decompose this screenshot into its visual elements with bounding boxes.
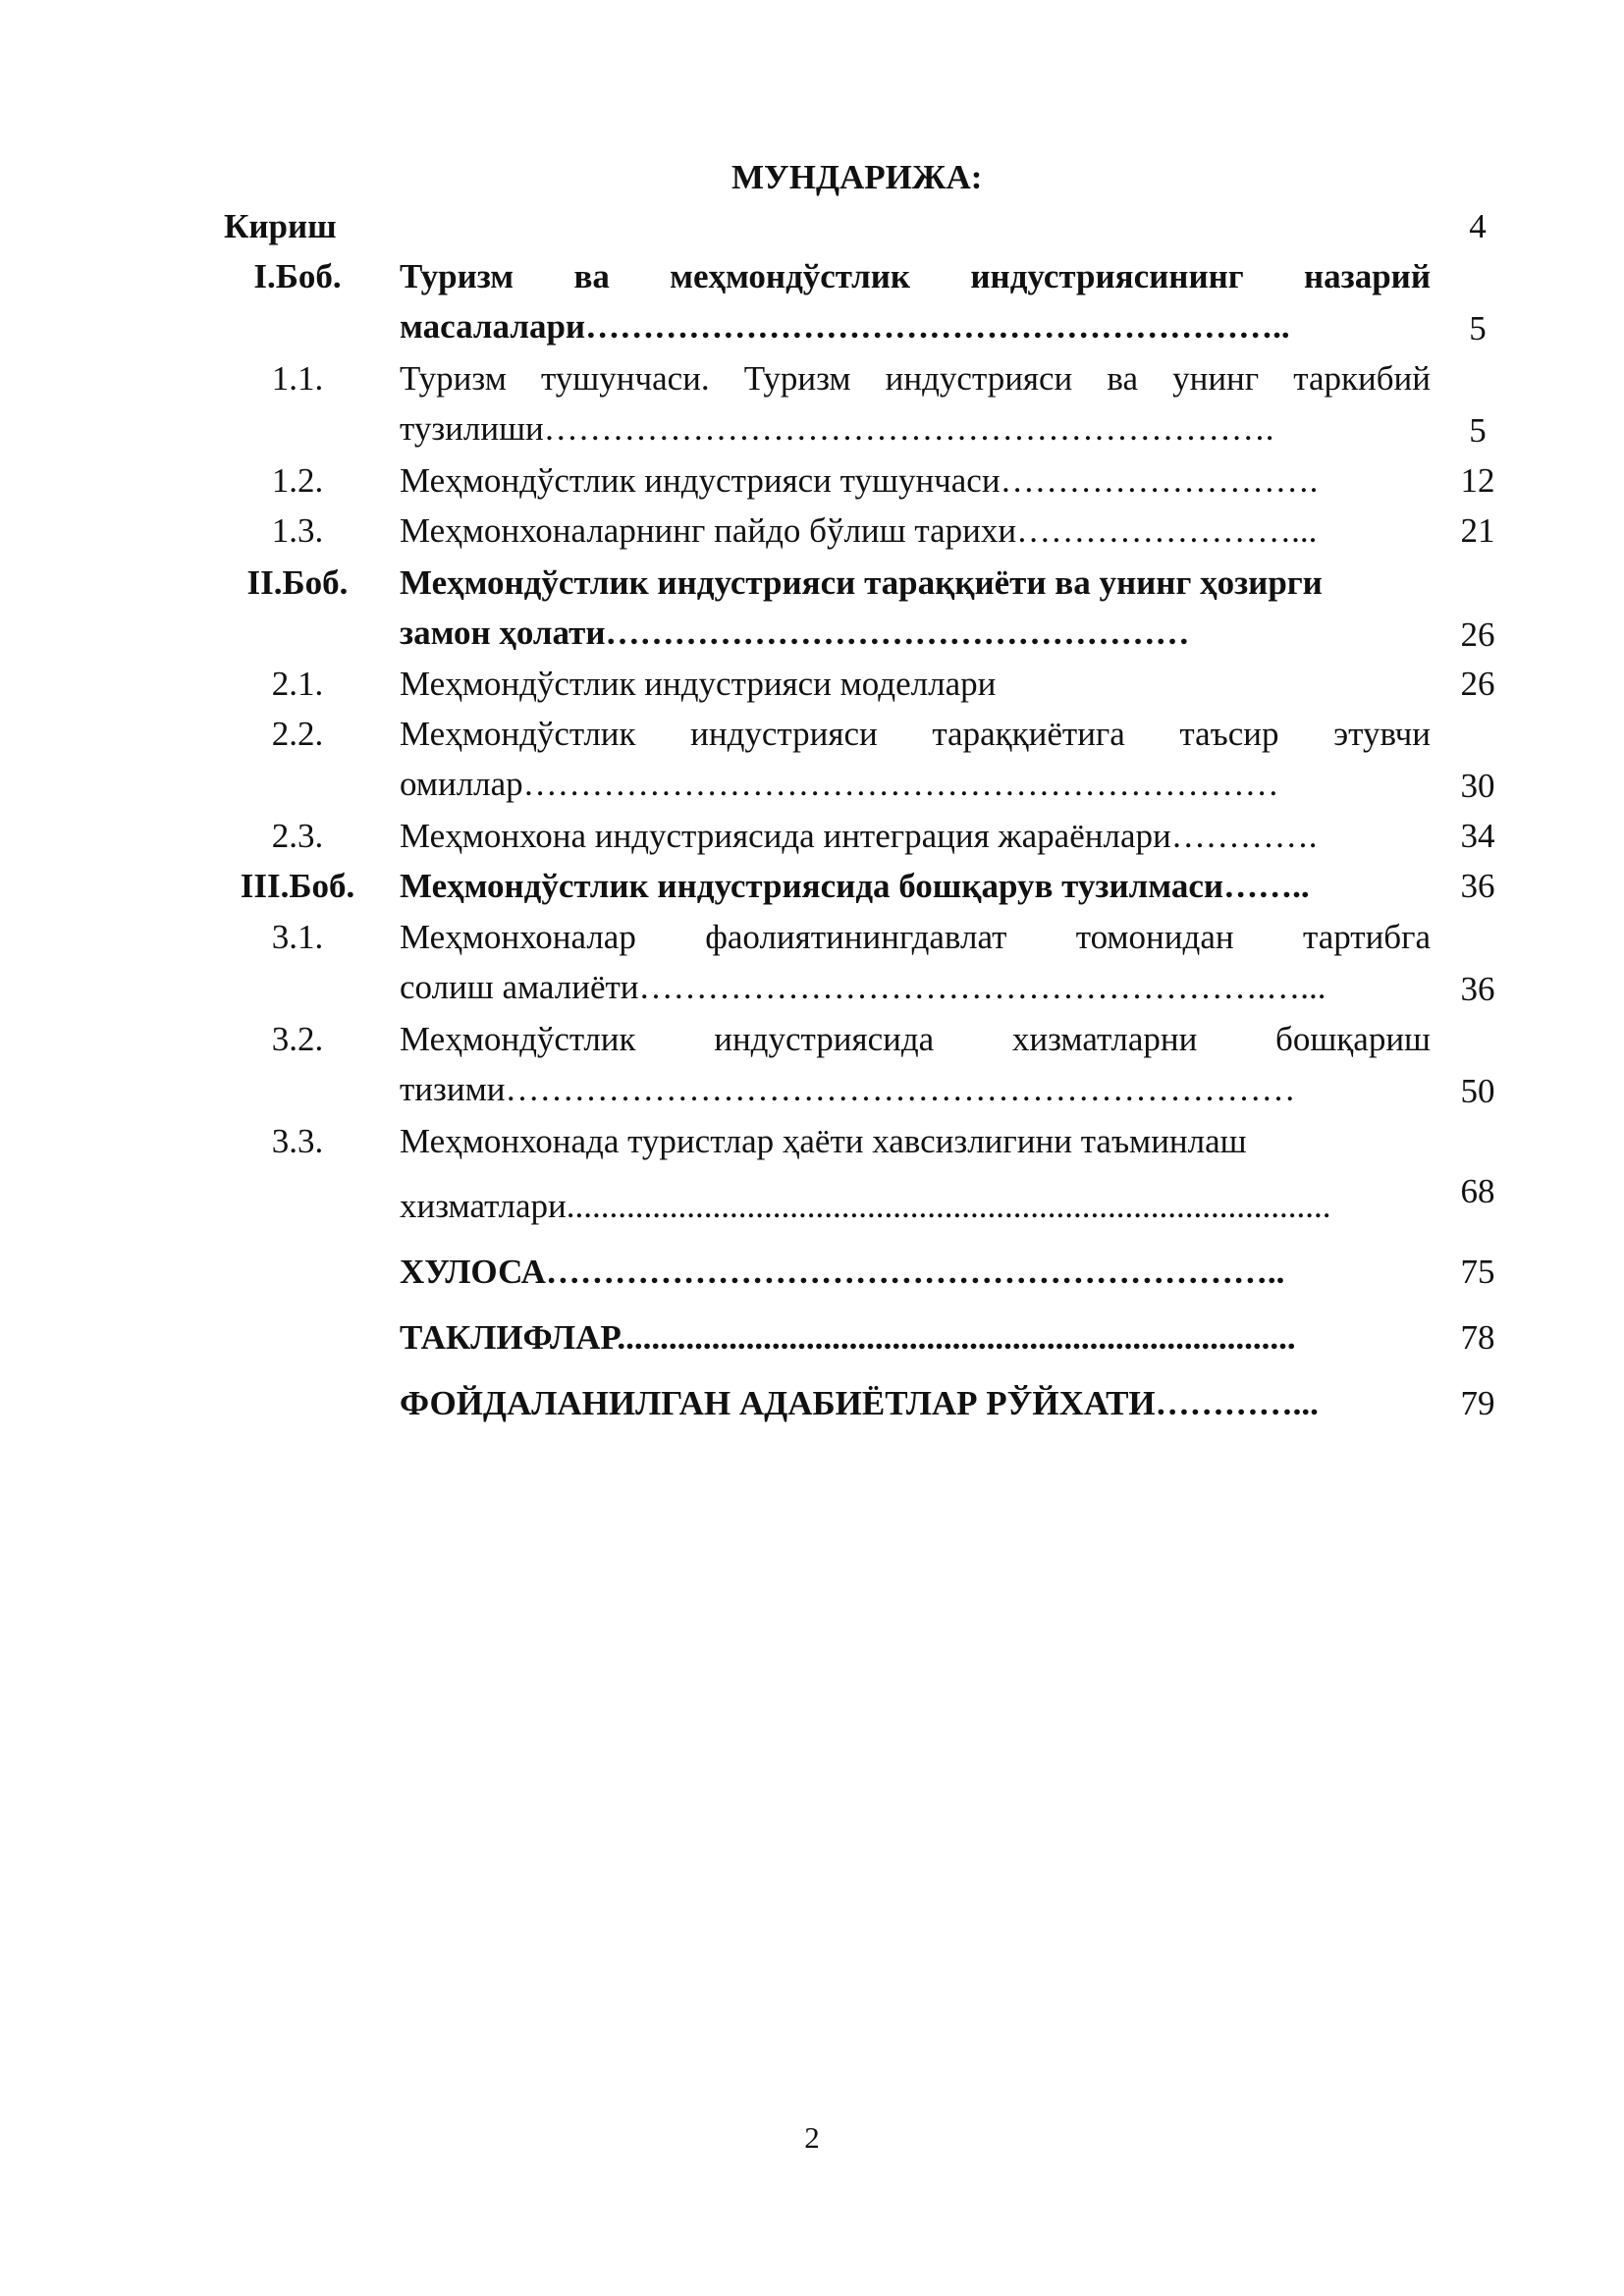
toc-entry-page: 78 [1460,1318,1495,1357]
toc-entry-title-line2: масалалари…………………………………………………….. [400,307,1290,346]
toc-entry-title-line2: тузилиши………………………………………………………. [400,409,1274,448]
toc-entry-title-line1: Меҳмондўстлик индустрияси моделлари [400,665,997,703]
toc-entry-title-line1: Меҳмондўстлик индустрияси тараққиёти ва унинг ҳозирги [400,563,1323,602]
toc-entry-page: 5 [1469,411,1487,450]
toc-entry-page: 4 [1469,207,1487,245]
toc-entry-title-line1: Меҳмонхонада туристлар ҳаёти хавсизлигини таъминлаш [400,1122,1247,1160]
toc-entry-page: 30 [1460,767,1495,805]
toc-entry-number: 1.3. [271,511,324,550]
toc-entry-title-line2: замон ҳолати…………………………………………… [400,614,1190,652]
toc-entry-page: 79 [1460,1384,1495,1422]
toc-entry-number: Кириш [224,207,337,245]
toc-entry-number: I.Боб. [253,257,342,295]
toc-entry-page: 34 [1460,817,1495,855]
toc-entry-title-line1: Меҳмондўстлик индустриясида бошқарув тузилмаси…….. [400,867,1310,905]
toc-entry-page: 5 [1469,309,1487,347]
toc-entry-title-line1: Меҳмондўстлик индустрияси тараққиётига таъсир этувчи [400,715,1431,753]
toc-entry-title-line1: ТАКЛИФЛАР............................................................................... [400,1318,1296,1357]
toc-entry-number: 3.2. [271,1020,324,1058]
toc-entry-page: 36 [1460,970,1495,1008]
toc-entry-title-line1: Меҳмондўстлик индустрияси тушунчаси………………………. [400,461,1319,500]
toc-entry-page: 50 [1460,1072,1495,1110]
toc-entry-title-line2: тизими…………………………………………………………… [400,1070,1296,1108]
toc-entry-title-line1: Туризм ва меҳмондўстлик индустриясининг назарий [400,257,1431,295]
toc-heading: МУНДАРИЖА: [731,158,983,196]
toc-entry-title-line2: хизматлари......................................................................................... [400,1187,1331,1225]
toc-entry-number: 2.3. [271,817,324,855]
toc-entry-number: 3.1. [271,918,324,956]
toc-entry-page: 36 [1460,867,1495,905]
toc-entry-title-line1: Меҳмонхоналар фаолиятинингдавлат томонидан тартибга [400,918,1431,956]
toc-entry-page: 75 [1460,1253,1495,1291]
toc-entry-number: II.Боб. [246,563,349,602]
toc-entry-title-line2: солиш амалиёти……………………………………………….…... [400,968,1326,1006]
toc-entry-title-line1: Меҳмонхона индустриясида интеграция жараёнлари…………. [400,817,1318,855]
toc-entry-title-line1: ФОЙДАЛАНИЛГАН АДАБИЁТЛАР РЎЙХАТИ…………... [400,1384,1319,1422]
toc-entry-title-line1: Меҳмонхоналарнинг пайдо бўлиш тарихи……………………... [400,511,1318,550]
toc-entry-number: 1.2. [271,461,324,500]
toc-entry-title-line1: ХУЛОСА……………………………………………………….. [400,1253,1285,1291]
page-number: 2 [804,2120,820,2155]
toc-entry-page: 26 [1460,665,1495,703]
toc-entry-number: 1.1. [271,359,324,398]
toc-entry-title-line1: Туризм тушунчаси. Туризм индустрияси ва унинг таркибий [400,359,1431,398]
toc-entry-number: 2.2. [271,715,324,753]
toc-entry-number: 3.3. [271,1122,324,1160]
toc-entry-page: 68 [1460,1172,1495,1210]
toc-entry-title-line1: Меҳмондўстлик индустриясида хизматларни бошқариш [400,1020,1431,1058]
toc-entry-page: 12 [1460,461,1495,500]
toc-entry-page: 21 [1460,511,1495,550]
toc-entry-page: 26 [1460,615,1495,654]
toc-entry-number: 2.1. [271,665,324,703]
toc-entry-number: III.Боб. [240,867,355,905]
toc-entry-title-line2: омиллар………………………………………………………… [400,765,1279,803]
